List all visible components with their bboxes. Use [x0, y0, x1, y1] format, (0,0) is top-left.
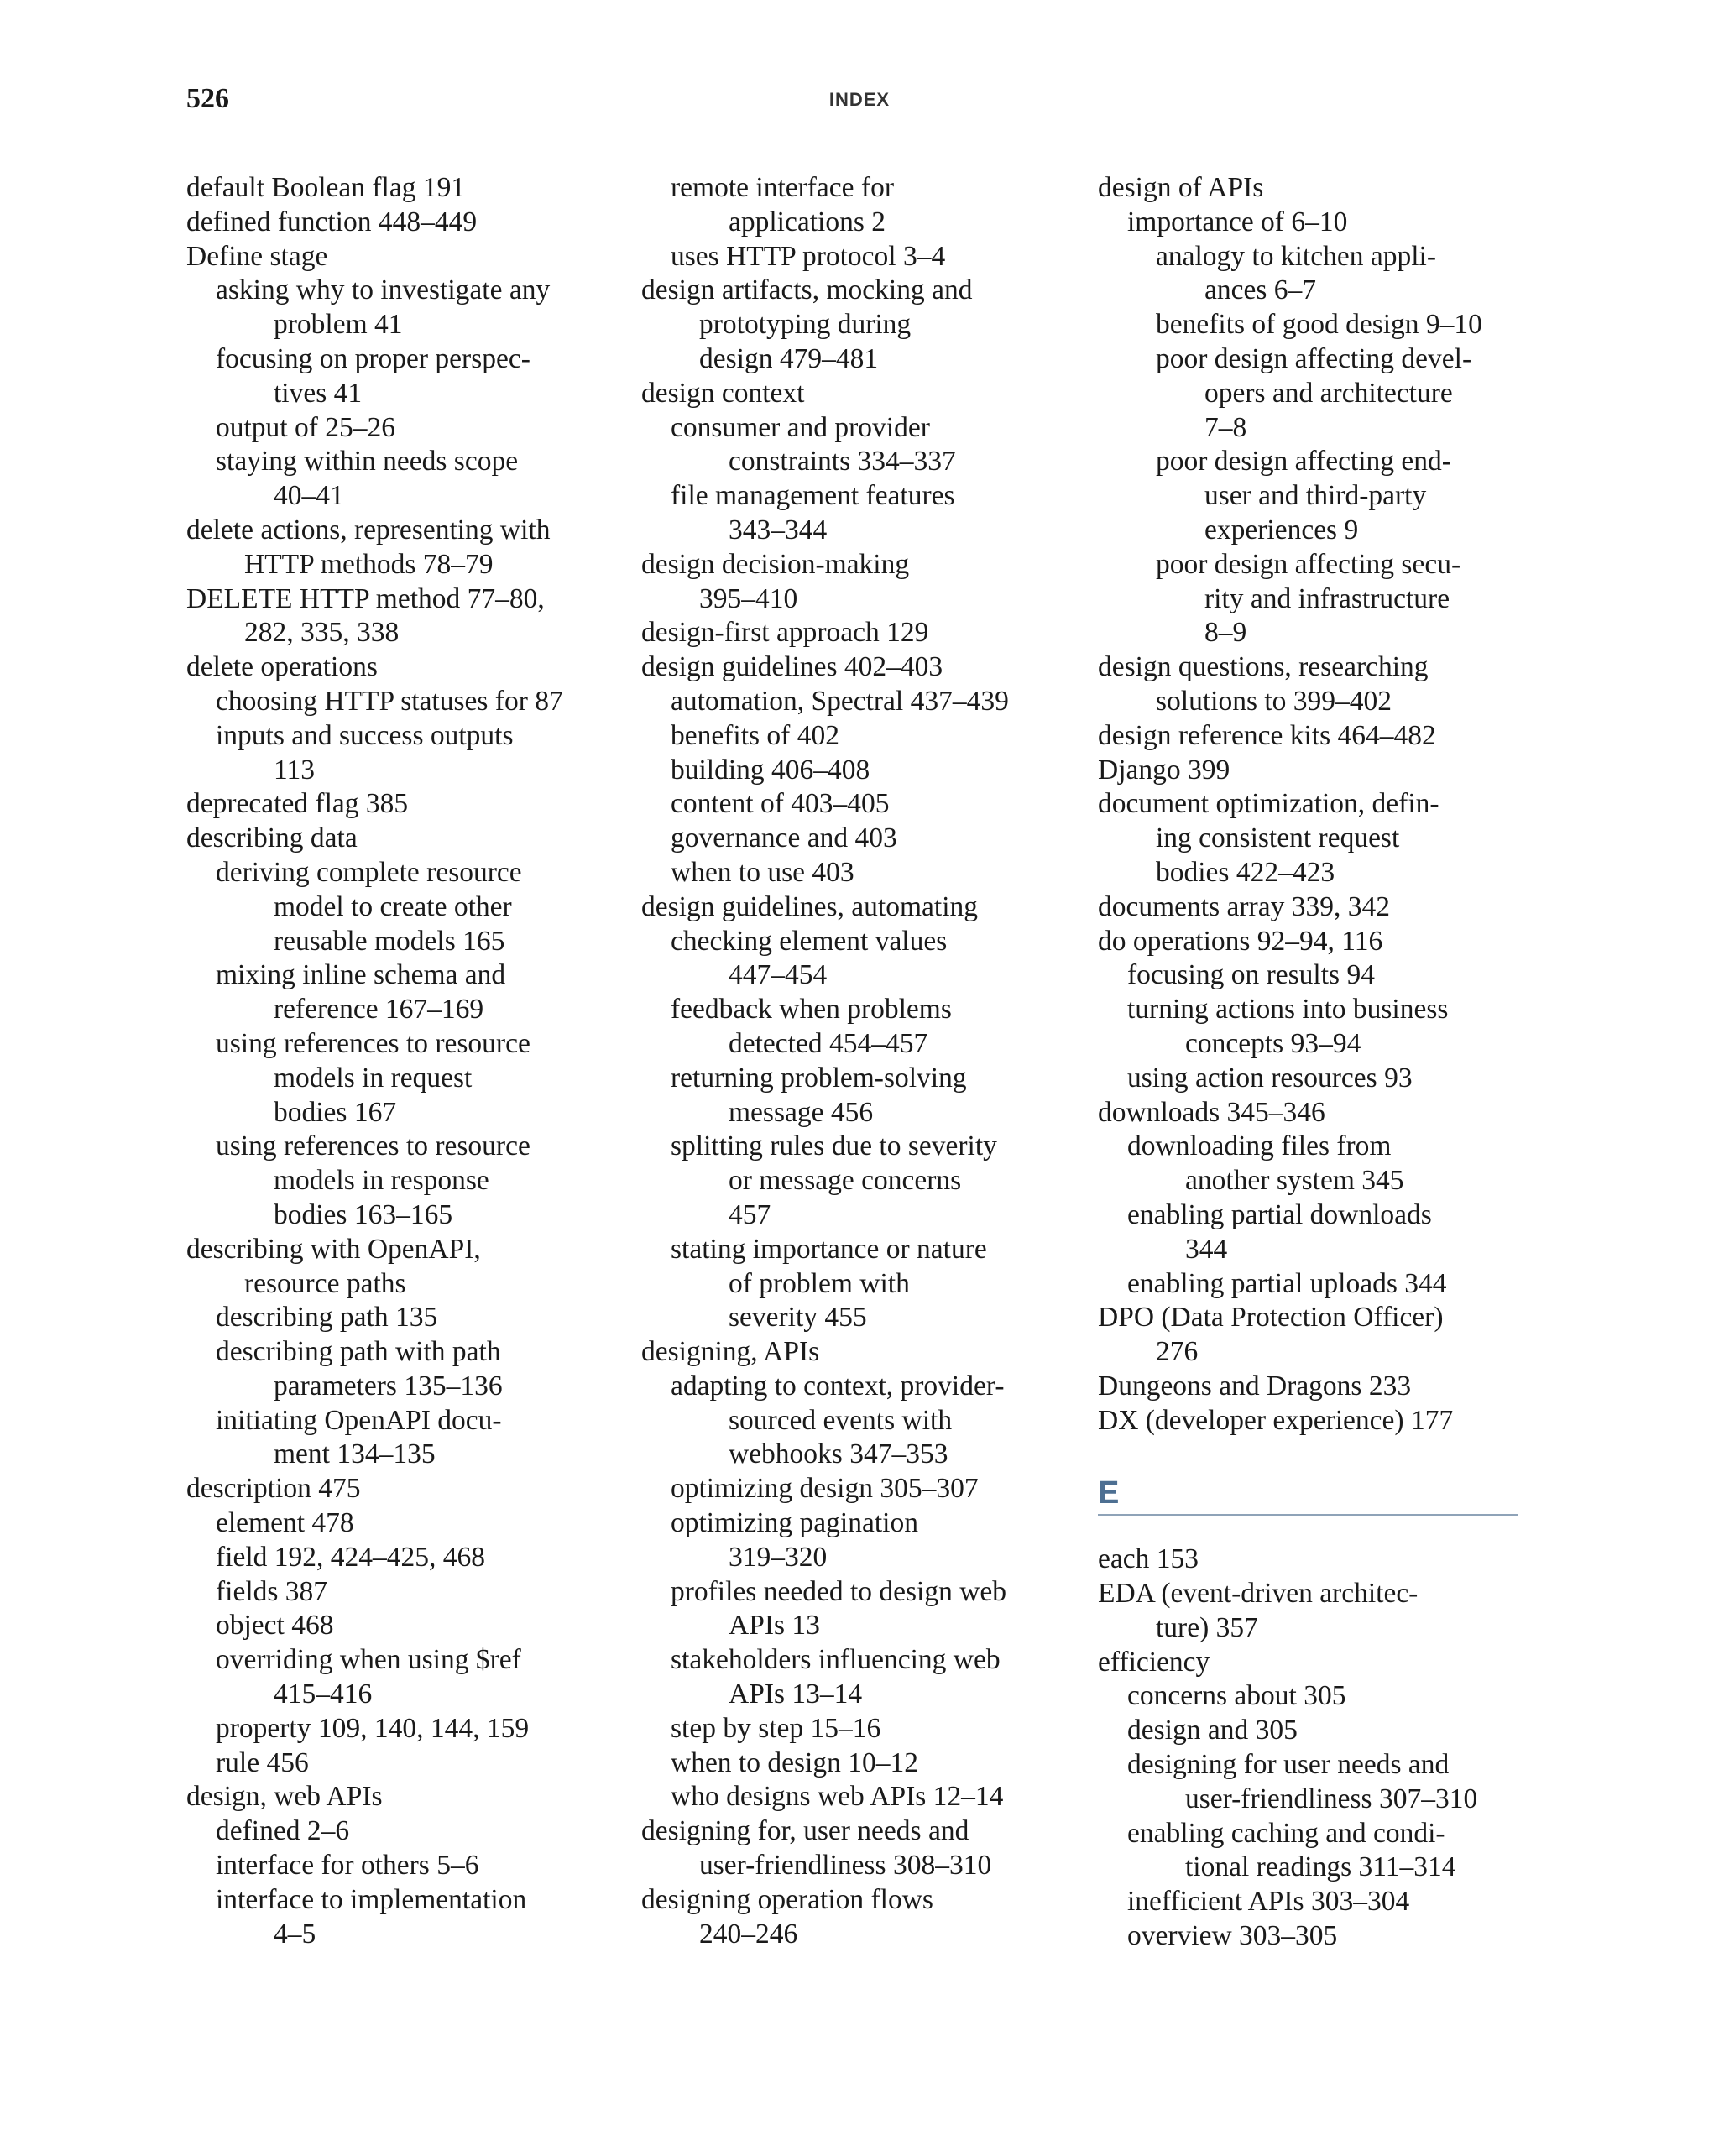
index-entry: user-friendliness 308–310	[699, 1850, 992, 1882]
index-entry: tives 41	[274, 377, 363, 409]
index-entry: describing path 135	[216, 1302, 438, 1334]
index-entry: poor design affecting devel-	[1156, 342, 1472, 374]
index-entry: asking why to investigate any	[216, 274, 551, 306]
index-entry: describing data	[186, 822, 358, 854]
index-entry: opers and architecture	[1204, 377, 1453, 409]
index-entry: message 456	[729, 1096, 874, 1128]
index-entry: benefits of good design 9–10	[1156, 309, 1482, 341]
index-entry: feedback when problems	[671, 994, 952, 1026]
index-entry: design of APIs	[1098, 172, 1264, 203]
index-entry: concepts 93–94	[1185, 1027, 1361, 1059]
index-entry: constraints 334–337	[729, 446, 956, 478]
section-divider	[1098, 1514, 1518, 1516]
index-entry: Dungeons and Dragons 233	[1098, 1370, 1412, 1402]
index-entry: consumer and provider	[671, 411, 930, 443]
index-entry: optimizing pagination	[671, 1507, 918, 1539]
index-entry: tional readings 311–314	[1185, 1851, 1456, 1883]
index-entry: output of 25–26	[216, 411, 396, 443]
index-entry: governance and 403	[671, 822, 897, 854]
index-entry: interface to implementation	[216, 1883, 527, 1915]
index-entry: staying within needs scope	[216, 446, 519, 478]
index-entry: 276	[1156, 1336, 1199, 1368]
index-entry: 240–246	[699, 1918, 798, 1950]
index-entry: APIs 13–14	[729, 1678, 863, 1710]
index-entry: design guidelines 402–403	[641, 651, 943, 683]
index-entry: field 192, 424–425, 468	[216, 1541, 486, 1573]
index-entry: bodies 163–165	[274, 1198, 453, 1230]
index-entry: turning actions into business	[1127, 994, 1449, 1026]
section-heading-letter: E	[1098, 1475, 1120, 1511]
index-entry: deriving complete resource	[216, 856, 522, 888]
index-entry: 447–454	[729, 959, 828, 991]
index-column-2	[641, 171, 1078, 1951]
index-entry: uses HTTP protocol 3–4	[671, 240, 946, 272]
index-entry: document optimization, defin-	[1098, 788, 1439, 820]
index-entry: Django 399	[1098, 754, 1230, 786]
index-entry: user and third-party	[1204, 480, 1427, 512]
index-entry: interface for others 5–6	[216, 1850, 479, 1882]
index-entry: choosing HTTP statuses for 87	[216, 685, 563, 717]
index-entry: design and 305	[1127, 1715, 1298, 1746]
index-entry: poor design affecting secu-	[1156, 548, 1461, 580]
index-entry: design, web APIs	[186, 1781, 383, 1813]
index-entry: HTTP methods 78–79	[244, 548, 494, 580]
index-entry: mixing inline schema and	[216, 959, 506, 991]
index-entry: stakeholders influencing web	[671, 1644, 1001, 1676]
index-entry: step by step 15–16	[671, 1712, 881, 1744]
index-entry: designing for, user needs and	[641, 1815, 969, 1847]
index-entry: EDA (event-driven architec-	[1098, 1578, 1419, 1610]
index-entry: efficiency	[1098, 1646, 1210, 1678]
index-entry: 343–344	[729, 514, 828, 546]
index-entry: fields 387	[216, 1575, 328, 1607]
index-entry: 4–5	[274, 1918, 316, 1950]
index-entry: default Boolean flag 191	[186, 172, 466, 203]
index-entry: design reference kits 464–482	[1098, 719, 1436, 751]
index-entry: detected 454–457	[729, 1027, 928, 1059]
index-entry: enabling partial uploads 344	[1127, 1267, 1447, 1299]
index-column-3	[1098, 171, 1551, 1954]
index-entry: rule 456	[216, 1746, 309, 1778]
index-entry: downloading files from	[1127, 1130, 1392, 1162]
index-entry: building 406–408	[671, 754, 870, 786]
index-entry: enabling partial downloads	[1127, 1198, 1432, 1230]
index-entry: checking element values	[671, 925, 948, 957]
index-entry: 8–9	[1204, 617, 1247, 649]
index-entry: problem 41	[274, 309, 403, 341]
index-entry: design-first approach 129	[641, 617, 929, 649]
index-entry: ances 6–7	[1204, 274, 1317, 306]
index-entry: webhooks 347–353	[729, 1438, 948, 1470]
index-entry: severity 455	[729, 1302, 867, 1334]
index-entry: ment 134–135	[274, 1438, 436, 1470]
index-entry: prototyping during	[699, 309, 912, 341]
index-entry: benefits of 402	[671, 719, 839, 751]
page-number: 526	[186, 83, 229, 114]
index-entry: using references to resource	[216, 1027, 530, 1059]
index-entry: each 153	[1098, 1543, 1199, 1575]
index-entry: reusable models 165	[274, 925, 505, 957]
index-entry: design guidelines, automating	[641, 890, 979, 922]
index-entry: user-friendliness 307–310	[1185, 1783, 1478, 1814]
index-entry: deprecated flag 385	[186, 788, 409, 820]
index-entry: or message concerns	[729, 1165, 962, 1197]
index-entry: rity and infrastructure	[1204, 582, 1450, 614]
index-entry: initiating OpenAPI docu-	[216, 1404, 502, 1436]
index-entry: remote interface for	[671, 172, 894, 203]
index-entry: sourced events with	[729, 1404, 953, 1436]
index-entry: design context	[641, 377, 805, 409]
index-entry: when to design 10–12	[671, 1746, 918, 1778]
index-entry: poor design affecting end-	[1156, 446, 1451, 478]
index-entry: 457	[729, 1198, 771, 1230]
index-entry: describing path with path	[216, 1336, 501, 1368]
index-entry: design 479–481	[699, 342, 879, 374]
index-entry: DX (developer experience) 177	[1098, 1404, 1454, 1436]
index-entry: description 475	[186, 1473, 361, 1505]
index-entry: Define stage	[186, 240, 328, 272]
index-entry: using references to resource	[216, 1130, 530, 1162]
index-entry: design artifacts, mocking and	[641, 274, 973, 306]
index-entry: adapting to context, provider-	[671, 1370, 1005, 1402]
index-entry: using action resources 93	[1127, 1062, 1413, 1094]
index-entry: designing for user needs and	[1127, 1749, 1450, 1781]
index-entry: do operations 92–94, 116	[1098, 925, 1383, 957]
index-entry: automation, Spectral 437–439	[671, 685, 1009, 717]
index-entry: 282, 335, 338	[244, 617, 400, 649]
running-head: INDEX	[828, 89, 891, 110]
index-entry: APIs 13	[729, 1610, 820, 1642]
index-entry: bodies 422–423	[1156, 856, 1335, 888]
index-entry: when to use 403	[671, 856, 854, 888]
index-entry: splitting rules due to severity	[671, 1130, 997, 1162]
index-entry: analogy to kitchen appli-	[1156, 240, 1436, 272]
index-entry: inefficient APIs 303–304	[1127, 1886, 1410, 1918]
index-entry: profiles needed to design web	[671, 1575, 1007, 1607]
index-entry: defined 2–6	[216, 1815, 350, 1847]
index-column-1	[186, 171, 623, 1951]
index-entry: file management features	[671, 480, 955, 512]
index-entry: reference 167–169	[274, 994, 484, 1026]
index-entry: design questions, researching	[1098, 651, 1429, 683]
index-entry: designing, APIs	[641, 1336, 820, 1368]
index-entry: defined function 448–449	[186, 206, 478, 238]
index-entry: models in request	[274, 1062, 473, 1094]
index-entry: who designs web APIs 12–14	[671, 1781, 1004, 1813]
index-entry: enabling caching and condi-	[1127, 1817, 1445, 1849]
index-entry: 113	[274, 754, 316, 786]
index-entry: overriding when using $ref	[216, 1644, 521, 1676]
index-entry: returning problem-solving	[671, 1062, 967, 1094]
index-entry: applications 2	[729, 206, 886, 238]
index-entry: concerns about 305	[1127, 1680, 1346, 1712]
index-entry: DPO (Data Protection Officer)	[1098, 1302, 1444, 1334]
index-entry: overview 303–305	[1127, 1920, 1338, 1952]
index-entry: 344	[1185, 1233, 1228, 1265]
index-entry: bodies 167	[274, 1096, 397, 1128]
index-entry: describing with OpenAPI,	[186, 1233, 481, 1265]
index-entry: parameters 135–136	[274, 1370, 503, 1402]
index-entry: 395–410	[699, 582, 798, 614]
index-entry: focusing on proper perspec-	[216, 342, 530, 374]
index-entry: 415–416	[274, 1678, 373, 1710]
index-entry: inputs and success outputs	[216, 719, 514, 751]
index-entry: another system 345	[1185, 1165, 1404, 1197]
section-spacer	[1098, 1438, 1551, 1472]
index-entry: ture) 357	[1156, 1611, 1258, 1643]
index-entry: model to create other	[274, 890, 512, 922]
index-entry: property 109, 140, 144, 159	[216, 1712, 530, 1744]
index-entry: ing consistent request	[1156, 822, 1400, 854]
index-entry: downloads 345–346	[1098, 1096, 1325, 1128]
index-entry: documents array 339, 342	[1098, 890, 1390, 922]
index-entry: stating importance or nature	[671, 1233, 987, 1265]
index-entry: element 478	[216, 1507, 354, 1539]
index-entry: 319–320	[729, 1541, 828, 1573]
index-entry: importance of 6–10	[1127, 206, 1348, 238]
index-entry: delete actions, representing with	[186, 514, 551, 546]
index-entry: optimizing design 305–307	[671, 1473, 979, 1505]
index-entry: content of 403–405	[671, 788, 890, 820]
index-entry: models in response	[274, 1165, 489, 1197]
index-entry: delete operations	[186, 651, 378, 683]
index-entry: design decision-making	[641, 548, 910, 580]
index-entry: resource paths	[244, 1267, 406, 1299]
index-entry: focusing on results 94	[1127, 959, 1375, 991]
index-entry: of problem with	[729, 1267, 910, 1299]
index-entry: experiences 9	[1204, 514, 1359, 546]
index-entry: 40–41	[274, 480, 344, 512]
index-entry: DELETE HTTP method 77–80,	[186, 582, 545, 614]
index-entry: 7–8	[1204, 411, 1247, 443]
index-entry: designing operation flows	[641, 1883, 933, 1915]
index-entry: object 468	[216, 1610, 334, 1642]
index-entry: solutions to 399–402	[1156, 685, 1392, 717]
